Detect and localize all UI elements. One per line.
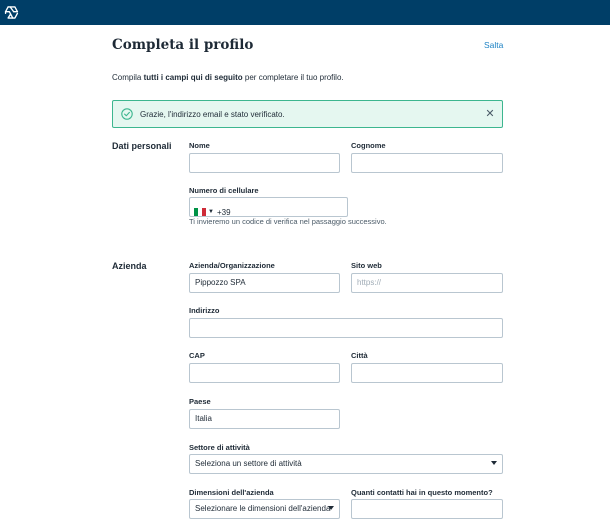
last-name-label: Cognome: [351, 141, 386, 150]
sector-label: Settore di attività: [189, 443, 250, 452]
section-personal-title: Dati personali: [112, 141, 172, 151]
phone-prefix: +39: [216, 207, 231, 217]
country-label: Paese: [189, 397, 211, 406]
address-input[interactable]: [189, 318, 503, 338]
contacts-input[interactable]: [351, 499, 503, 519]
skip-link[interactable]: Salta: [484, 40, 504, 50]
country-input[interactable]: Italia: [189, 409, 340, 429]
intro-bold: tutti i campi qui di seguito: [143, 73, 243, 82]
city-input[interactable]: [351, 363, 503, 383]
chevron-down-icon: ▼: [208, 209, 214, 215]
company-size-select[interactable]: [189, 499, 340, 519]
organization-input[interactable]: Pippozzo SPA: [189, 273, 340, 293]
sector-selected-value: Seleziona un settore di attività: [195, 459, 302, 468]
phone-label: Numero di cellulare: [189, 186, 259, 195]
close-icon[interactable]: ✕: [485, 108, 495, 120]
intro-suffix: per completare il tuo profilo.: [242, 73, 344, 82]
intro-text: [112, 73, 344, 82]
zip-input[interactable]: [189, 363, 340, 383]
email-verified-alert: [112, 100, 503, 128]
zip-label: CAP: [189, 351, 205, 360]
brand-logo-icon[interactable]: [3, 4, 20, 21]
page-title: Completa il profilo: [112, 37, 254, 53]
website-input[interactable]: https://: [351, 273, 503, 293]
chevron-down-icon: [491, 461, 497, 465]
website-label: Sito web: [351, 261, 382, 270]
organization-label: Azienda/Organizzazione: [189, 261, 275, 270]
sector-select[interactable]: [189, 454, 503, 474]
phone-input[interactable]: [189, 197, 348, 217]
contacts-label: Quanti contatti hai in questo momento?: [351, 488, 493, 497]
last-name-input[interactable]: [351, 153, 503, 173]
check-circle-icon: [121, 108, 133, 120]
italy-flag-icon: [194, 208, 206, 216]
intro-prefix: Compila: [112, 73, 144, 82]
city-label: Città: [351, 351, 368, 360]
top-bar: [0, 0, 610, 25]
company-size-label: Dimensioni dell'azienda: [189, 488, 274, 497]
address-label: Indirizzo: [189, 306, 220, 315]
first-name-input[interactable]: [189, 153, 340, 173]
alert-message: Grazie, l'indirizzo email e stato verificato.: [140, 110, 285, 119]
company-size-selected-value: Selezionare le dimensioni dell'azienda: [195, 504, 331, 513]
chevron-down-icon: [328, 506, 334, 510]
phone-hint: Ti invieremo un codice di verifica nel passaggio successivo.: [189, 217, 387, 226]
section-company-title: Azienda: [112, 261, 147, 271]
first-name-label: Nome: [189, 141, 210, 150]
